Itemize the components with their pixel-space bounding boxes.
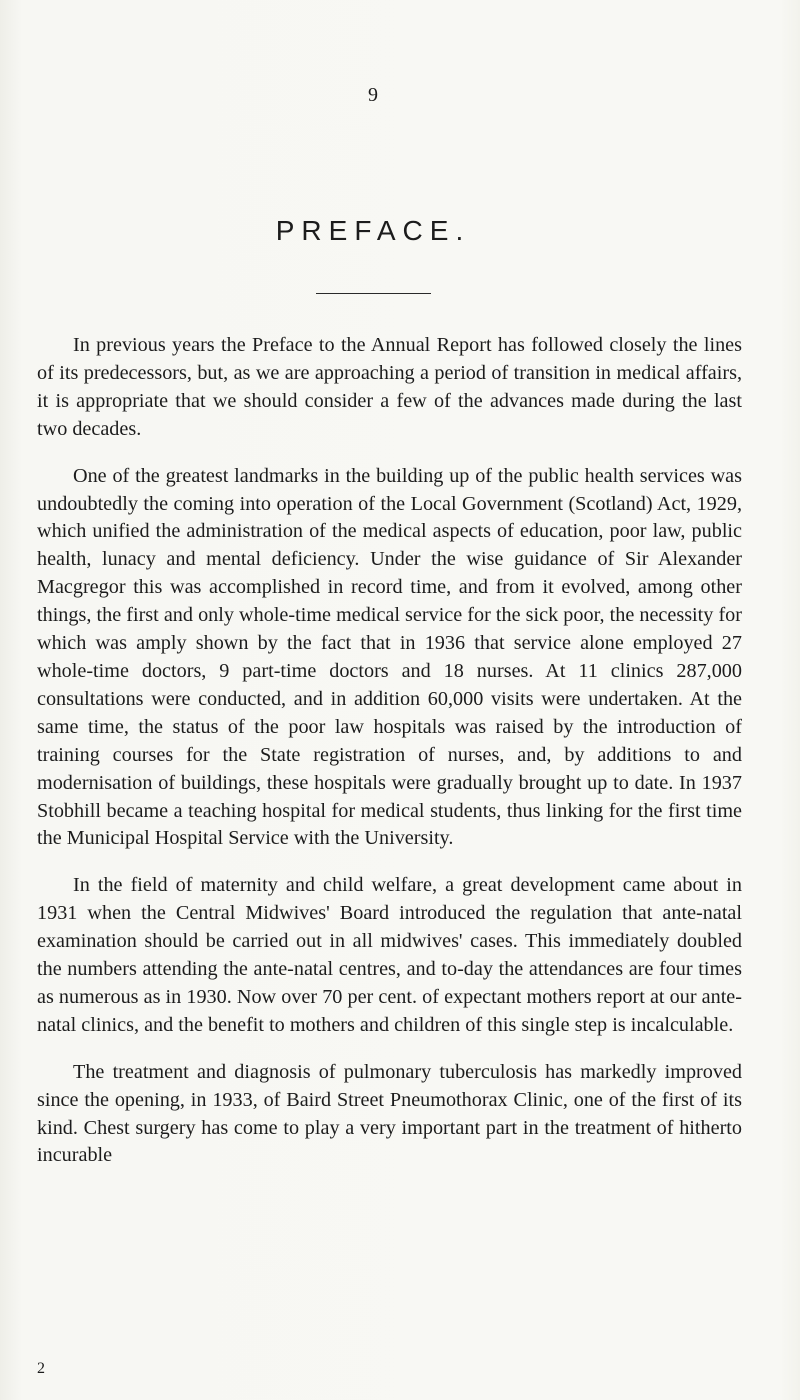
preface-body [37, 332, 742, 1189]
title-divider [316, 293, 431, 294]
signature-mark: 2 [37, 1360, 45, 1377]
paragraph-4: The treatment and diagnosis of pulmonary tuberculosis has markedly improved since the opening, in 1933, of Baird Street Pneumothorax Clinic, one of the first of its kind. Chest surgery has come to play a very important part in the treatment of hitherto incurable [37, 1060, 742, 1167]
paragraph-2: One of the greatest landmarks in the building up of the public health services was undoubtedly the coming into operation of the Local Government (Scotland) Act, 1929, which unified the administration of the medical aspects of education, poor law, public health, lunacy and mental deficiency. Under the wise guidance of Sir Alexander Macgregor this was accomplished in record time, and from it evolved, among other things, the first and only whole-time medical service for the sick poor, the necessity for which was amply shown by the fact that in 1936 that service alone employed 27 whole-time doctors, 9 part-time doctors and 18 nurses. At 11 clinics 287,000 consultations were conducted, and in addition 60,000 visits were undertaken. At the same time, the status of the poor law hospitals was raised by the introduction of training courses for the State registration of nurses, and, by additions to and modernisation of buildings, these hospitals were gradually brought up to date. In 1937 Stobhill became a teaching hospital for medical students, thus linking for the first time the Municipal Hospital Service with the University. [37, 464, 742, 850]
paragraph-1: In previous years the Preface to the Annual Report has followed closely the lines of its predecessors, but, as we are approaching a period of transition in medical affairs, it is appropriate that we should consider a few of the advances made during the last two decades. [37, 334, 742, 440]
paragraph-3: In the field of maternity and child welfare, a great development came about in 1931 when the Central Midwives' Board introduced the regulation that ante-natal examination should be carried out in all midwives' cases. This immediately doubled the numbers attending the ante-natal centres, and to-day the attendances are four times as numerous as in 1930. Now over 70 per cent. of expectant mothers report at our ante-natal clinics, and the benefit to mothers and children of this single step is incalculable. [37, 874, 742, 1036]
page-number: 9 [368, 84, 378, 106]
page-title: PREFACE. [275, 215, 471, 246]
